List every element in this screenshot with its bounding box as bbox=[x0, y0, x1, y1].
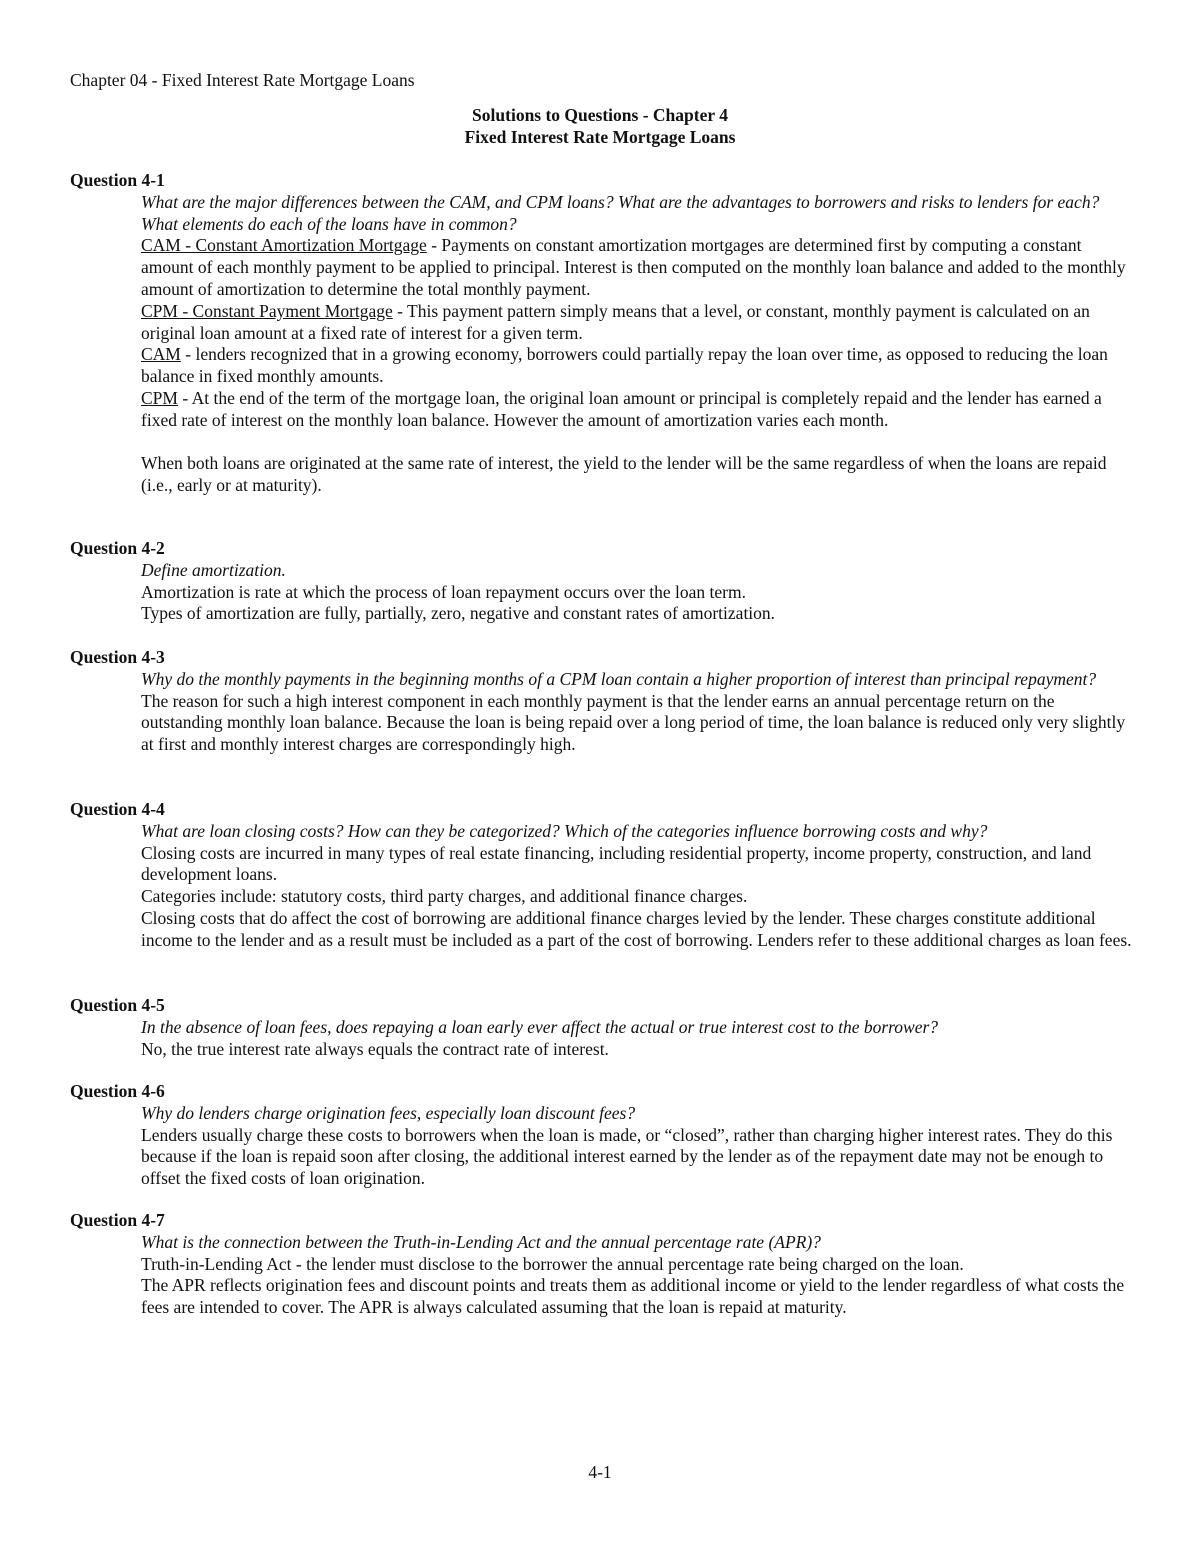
question-section bbox=[70, 1210, 1135, 1319]
answer-paragraph: Truth-in-Lending Act - the lender must disclose to the borrower the annual percentage rate being charged on the loan. bbox=[141, 1253, 964, 1274]
term-cpm-heading: CPM - Constant Payment Mortgage bbox=[141, 300, 393, 321]
question-heading: Question 4-5 bbox=[70, 995, 165, 1015]
term-cam-heading: CAM - Constant Amortization Mortgage bbox=[141, 235, 427, 256]
document-title bbox=[0, 105, 1200, 149]
question-body bbox=[141, 821, 1135, 952]
answer-paragraph: No, the true interest rate always equals the contract rate of interest. bbox=[141, 1038, 609, 1059]
term-cpm-short-text: - At the end of the term of the mortgage loan, the original loan amount or principal is completely repaid and the lender has earned a fixed rate of interest on the monthly loan balance. However the amount of amortization varies each month. bbox=[141, 387, 1102, 430]
answer-paragraph: Categories include: statutory costs, third party charges, and additional finance charges. bbox=[141, 886, 748, 907]
question-body bbox=[141, 1017, 1135, 1061]
question-heading: Question 4-6 bbox=[70, 1081, 165, 1101]
question-text: Define amortization. bbox=[141, 559, 286, 580]
answer-paragraph: Closing costs are incurred in many types of real estate financing, including residential property, income property, construction, and land development loans. bbox=[141, 842, 1092, 885]
page-number: 4-1 bbox=[588, 1462, 612, 1482]
title-line-1: Solutions to Questions - Chapter 4 bbox=[472, 105, 728, 125]
answer-paragraph: When both loans are originated at the same rate of interest, the yield to the lender will be the same regardless of when the loans are repaid (i.e., early or at maturity). bbox=[141, 453, 1107, 496]
question-section bbox=[70, 647, 1135, 756]
question-body bbox=[141, 1103, 1135, 1190]
term-cpm-text: - This payment pattern simply means that a level, or constant, monthly payment is calculated on an original loan amount at a fixed rate of interest for a given term. bbox=[141, 300, 1090, 343]
question-text: Why do the monthly payments in the beginning months of a CPM loan contain a higher proportion of interest than principal repayment? bbox=[141, 668, 1097, 689]
answer-paragraph: The APR reflects origination fees and discount points and treats them as additional income or yield to the lender regardless of what costs the fees are intended to cover. The APR is always calculated assuming that the loan is repaid at maturity. bbox=[141, 1275, 1125, 1318]
question-body bbox=[141, 192, 1135, 497]
question-section bbox=[70, 995, 1135, 1060]
question-text: What are the major differences between the CAM, and CPM loans? What are the advantages to borrowers and risks to lenders for each? What elements do each of the loans have in common? bbox=[141, 191, 1100, 234]
answer-paragraph bbox=[141, 301, 1135, 345]
question-heading: Question 4-1 bbox=[70, 170, 165, 190]
question-heading: Question 4-4 bbox=[70, 799, 165, 819]
title-line-2: Fixed Interest Rate Mortgage Loans bbox=[464, 126, 736, 147]
answer-paragraph: The reason for such a high interest component in each monthly payment is that the lender earns an annual percentage return on the outstanding monthly loan balance. Because the loan is being repaid over a long period of time, the loan balance is reduced only very slightly at first and monthly interest charges are correspondingly high. bbox=[141, 690, 1126, 755]
term-cam-short: CAM bbox=[141, 344, 181, 365]
question-section bbox=[70, 538, 1135, 625]
answer-paragraph: Closing costs that do affect the cost of borrowing are additional finance charges levied by the lender. These charges constitute additional income to the lender and as a result must be included as a part of the cost of borrowing. Lenders refer to these additional charges as loan fees. bbox=[141, 907, 1132, 950]
question-text: In the absence of loan fees, does repaying a loan early ever affect the actual or true interest cost to the borrower? bbox=[141, 1016, 939, 1037]
answer-paragraph bbox=[141, 235, 1135, 300]
running-header: Chapter 04 - Fixed Interest Rate Mortgage Loans bbox=[70, 70, 415, 90]
question-section bbox=[70, 170, 1135, 497]
question-body bbox=[141, 560, 1135, 625]
answer-paragraph bbox=[141, 388, 1135, 432]
question-heading: Question 4-2 bbox=[70, 538, 165, 558]
question-section bbox=[70, 799, 1135, 952]
term-cam-short-text: - lenders recognized that in a growing economy, borrowers could partially repay the loan over time, as opposed to reducing the loan balance in fixed monthly amounts. bbox=[141, 344, 1108, 387]
question-body bbox=[141, 669, 1135, 756]
answer-paragraph: Lenders usually charge these costs to borrowers when the loan is made, or “closed”, rather than charging higher interest rates. They do this because if the loan is repaid soon after closing, the additional interest earned by the lender as of the repayment date may not be enough to offset the fixed costs of loan origination. bbox=[141, 1124, 1113, 1189]
question-text: What is the connection between the Truth-in-Lending Act and the annual percentage rate (APR)? bbox=[141, 1231, 821, 1252]
question-text: Why do lenders charge origination fees, especially loan discount fees? bbox=[141, 1102, 636, 1123]
answer-paragraph: Amortization is rate at which the process of loan repayment occurs over the loan term. bbox=[141, 581, 746, 602]
question-text: What are loan closing costs? How can they be categorized? Which of the categories influence borrowing costs and why? bbox=[141, 820, 988, 841]
question-heading: Question 4-7 bbox=[70, 1210, 165, 1230]
answer-paragraph: Types of amortization are fully, partially, zero, negative and constant rates of amortization. bbox=[141, 603, 776, 624]
question-section bbox=[70, 1081, 1135, 1190]
question-body bbox=[141, 1232, 1135, 1319]
question-heading: Question 4-3 bbox=[70, 647, 165, 667]
term-cam-text: - Payments on constant amortization mortgages are determined first by computing a constant amount of each monthly payment to be applied to principal. Interest is then computed on the monthly loan balance and added to the monthly amount of amortization to determine the total monthly payment. bbox=[141, 235, 1126, 299]
answer-paragraph bbox=[141, 344, 1135, 388]
term-cpm-short: CPM bbox=[141, 387, 178, 408]
